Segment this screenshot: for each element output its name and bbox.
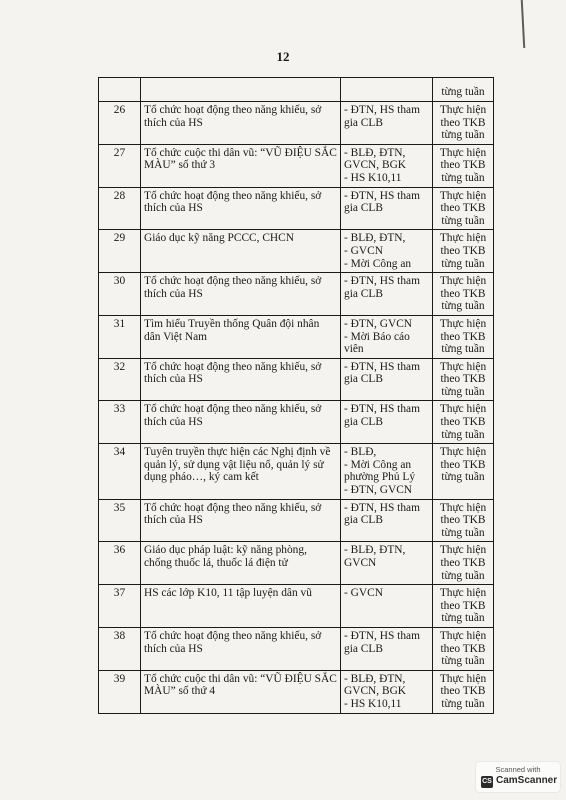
row-content [141,444,341,499]
row-time-line: theo TKB [440,244,486,257]
table-row [99,358,494,401]
row-time-line: Thực hiện [439,275,487,288]
row-executor [341,187,433,230]
activity-plan-table [98,77,494,714]
row-time-line: Thực hiện [439,446,487,459]
table-row [99,627,494,670]
row-time-line: Thực hiện [439,672,487,685]
row-executor-line: - ĐTN, HS tham [344,403,420,416]
row-executor-line: - Mời Công an [344,257,412,270]
row-content-line: Tổ chức cuộc thi dân vũ: “VŨ ĐIỆU SẮC MÀU” số thứ 4 [144,672,337,698]
table-row [99,230,494,273]
table-row [99,585,494,628]
scan-edge-mark [521,0,526,48]
row-executor-line: - HS K10,11 [344,171,402,184]
row-time [433,499,494,542]
row-time-line: theo TKB [440,458,486,471]
row-number: 36 [99,542,141,585]
row-content [141,315,341,358]
row-executor [341,230,433,273]
table-row [99,499,494,542]
empty-cell [99,78,141,102]
row-time-line: từng tuần [441,214,485,227]
row-executor-line: gia CLB [344,373,383,386]
row-time-line: từng tuần [441,471,485,484]
row-time-line: theo TKB [440,642,486,655]
row-executor-line: - ĐTN, HS tham [344,501,420,514]
row-executor-line: - ĐTN, HS tham [344,189,420,202]
row-time-line: từng tuần [441,385,485,398]
row-time-line: từng tuần [441,129,485,142]
row-time-line: theo TKB [440,685,486,698]
row-time-line: từng tuần [441,171,485,184]
page-number: 12 [276,49,290,64]
row-number: 29 [99,230,141,273]
row-content-line: Tổ chức hoạt động theo năng khiếu, sở thích của HS [144,189,322,215]
row-content-line: Giáo dục kỹ năng PCCC, CHCN [144,232,294,245]
row-time-line: từng tuần [441,526,485,539]
row-executor-line: GVCN, BGK [344,685,407,698]
row-time [433,401,494,444]
row-executor-line: - Mời Công an [344,458,412,471]
row-content [141,358,341,401]
row-time-line: theo TKB [440,373,486,386]
row-time-line: từng tuần [441,697,485,710]
row-time-line: từng tuần [441,612,485,625]
row-content-line: Tổ chức hoạt động theo năng khiếu, sở thích của HS [144,501,322,527]
table-row [99,78,494,102]
row-executor-line: - ĐTN, HS tham [344,360,420,373]
row-executor [341,102,433,145]
row-executor-line: - BLĐ, ĐTN, [344,672,406,685]
row-executor-line: - Mời Báo cáo [344,330,410,343]
row-executor-line: - ĐTN, HS tham [344,275,420,288]
row-executor [341,358,433,401]
row-number: 37 [99,585,141,628]
row-time-line: theo TKB [440,330,486,343]
row-content-line: Tổ chức hoạt động theo năng khiếu, sở thích của HS [144,629,322,655]
row-number: 32 [99,358,141,401]
row-executor-line: gia CLB [344,116,383,129]
row-executor-line: - BLĐ, ĐTN, [344,544,406,557]
row-time-line: từng tuần [441,300,485,313]
row-executor [341,144,433,187]
row-time [433,144,494,187]
row-content-line: Tổ chức hoạt động theo năng khiếu, sở thích của HS [144,403,322,429]
row-time [433,230,494,273]
row-executor [341,585,433,628]
camscanner-watermark [476,762,560,792]
row-time [433,273,494,316]
row-executor [341,273,433,316]
row-content-line: Tổ chức hoạt động theo năng khiếu, sở thích của HS [144,275,322,300]
row-executor-line: gia CLB [344,287,383,300]
table-row [99,144,494,187]
row-time-line: Thực hiện [439,232,487,245]
row-time-line: theo TKB [440,416,486,429]
row-content [141,585,341,628]
row-executor-line: phường Phủ Lý [344,471,416,484]
table-row [99,273,494,316]
row-time-line: Thực hiện [439,360,487,373]
row-executor-line: gia CLB [344,416,383,429]
row-time-line: Thực hiện [439,104,487,116]
row-executor-line: GVCN [344,557,377,569]
row-content [141,273,341,316]
row-content-line: Tuyên truyền thực hiện các Nghị định về quản lý, sử dụng vật liệu nổ, quản lý sử dụng pháo…, ký cam kết [144,446,331,484]
row-content [141,102,341,145]
row-content-line: Tổ chức hoạt động theo năng khiếu, sở thích của HS [144,104,322,129]
row-executor-line: - ĐTN, GVCN [344,317,413,330]
row-time-line: theo TKB [440,202,486,215]
table-row [99,102,494,145]
row-executor-line: - BLĐ, ĐTN, [344,146,406,159]
row-time-line: từng tuần [441,428,485,441]
table-row [99,187,494,230]
camscanner-logo-icon: CS [481,776,493,788]
row-time-line: Thực hiện [439,317,487,330]
row-executor-line: gia CLB [344,514,383,527]
row-content [141,627,341,670]
row-time [433,585,494,628]
row-number: 30 [99,273,141,316]
row-time [433,670,494,713]
row-number: 35 [99,499,141,542]
row-time-line: từng tuần [441,655,485,668]
row-time-line: Thực hiện [439,629,487,642]
row-content-line: Tổ chức cuộc thi dân vũ: “VŨ ĐIỆU SẮC MÀU” số thứ 3 [144,146,337,172]
row-content [141,187,341,230]
row-number: 27 [99,144,141,187]
row-content [141,670,341,713]
row-executor [341,401,433,444]
row-content [141,542,341,585]
row-executor [341,542,433,585]
row-time-line: theo TKB [440,514,486,527]
row-content-line: Giáo dục pháp luật: kỹ năng phòng, chống thuốc lá, thuốc lá điện tử [144,544,307,569]
row-time-line: từng tuần [441,257,485,270]
row-time-line: Thực hiện [439,587,487,600]
row-executor-line: - GVCN [344,244,383,257]
row-time-line: Thực hiện [439,403,487,416]
row-content-line: Tổ chức hoạt động theo năng khiếu, sở thích của HS [144,360,322,386]
table-row [99,444,494,499]
row-time-line: từng tuần [441,343,485,356]
row-time-line: theo TKB [440,557,486,569]
row-executor [341,315,433,358]
row-executor [341,444,433,499]
row-executor-line: - BLĐ, [344,446,377,459]
row-number: 26 [99,102,141,145]
row-time [433,358,494,401]
watermark-top-text: Scanned with [495,765,541,774]
row-content [141,401,341,444]
row-executor-line: - ĐTN, HS tham [344,104,420,116]
row-time-line: theo TKB [440,159,486,172]
row-number: 33 [99,401,141,444]
row-executor [341,627,433,670]
row-content [141,144,341,187]
row-time [433,102,494,145]
row-time [433,78,494,102]
row-executor-line: - HS K10,11 [344,697,402,710]
watermark-name: CamScanner [496,775,558,786]
row-content [141,499,341,542]
row-time [433,627,494,670]
row-time-line: theo TKB [440,287,486,300]
row-content [141,230,341,273]
row-executor-line: viên [344,343,364,356]
row-time-line: theo TKB [440,116,486,129]
row-time-line: Thực hiện [439,501,487,514]
row-time-line: từng tuần [441,569,485,582]
table-row [99,670,494,713]
row-time [433,542,494,585]
activity-plan-body [99,78,494,714]
row-executor-line: gia CLB [344,642,383,655]
row-executor-line: - GVCN [344,587,383,600]
row-content-line: Tìm hiểu Truyền thống Quân đội nhân dân Việt Nam [144,317,320,343]
row-time [433,444,494,499]
row-number: 28 [99,187,141,230]
row-executor-line: - ĐTN, HS tham [344,629,420,642]
row-executor-line: - BLĐ, ĐTN, [344,232,406,245]
empty-cell [141,78,341,102]
table-row [99,315,494,358]
row-executor-line: gia CLB [344,202,383,215]
row-executor-line: GVCN, BGK [344,159,407,172]
row-time [433,315,494,358]
row-executor [341,670,433,713]
row-time-line: Thực hiện [439,189,487,202]
row-number: 31 [99,315,141,358]
row-time [433,187,494,230]
table-row [99,401,494,444]
row-executor [341,499,433,542]
row-time-line: theo TKB [440,599,486,612]
row-number: 34 [99,444,141,499]
row-time-line: từng tuần [441,86,485,99]
row-time-line: Thực hiện [439,544,487,557]
row-content-line: HS các lớp K10, 11 tập luyện dân vũ [144,587,312,600]
row-executor-line: - ĐTN, GVCN [344,484,413,497]
row-number: 38 [99,627,141,670]
row-time-line: Thực hiện [439,146,487,159]
empty-cell [341,78,433,102]
table-row [99,542,494,585]
row-number: 39 [99,670,141,713]
